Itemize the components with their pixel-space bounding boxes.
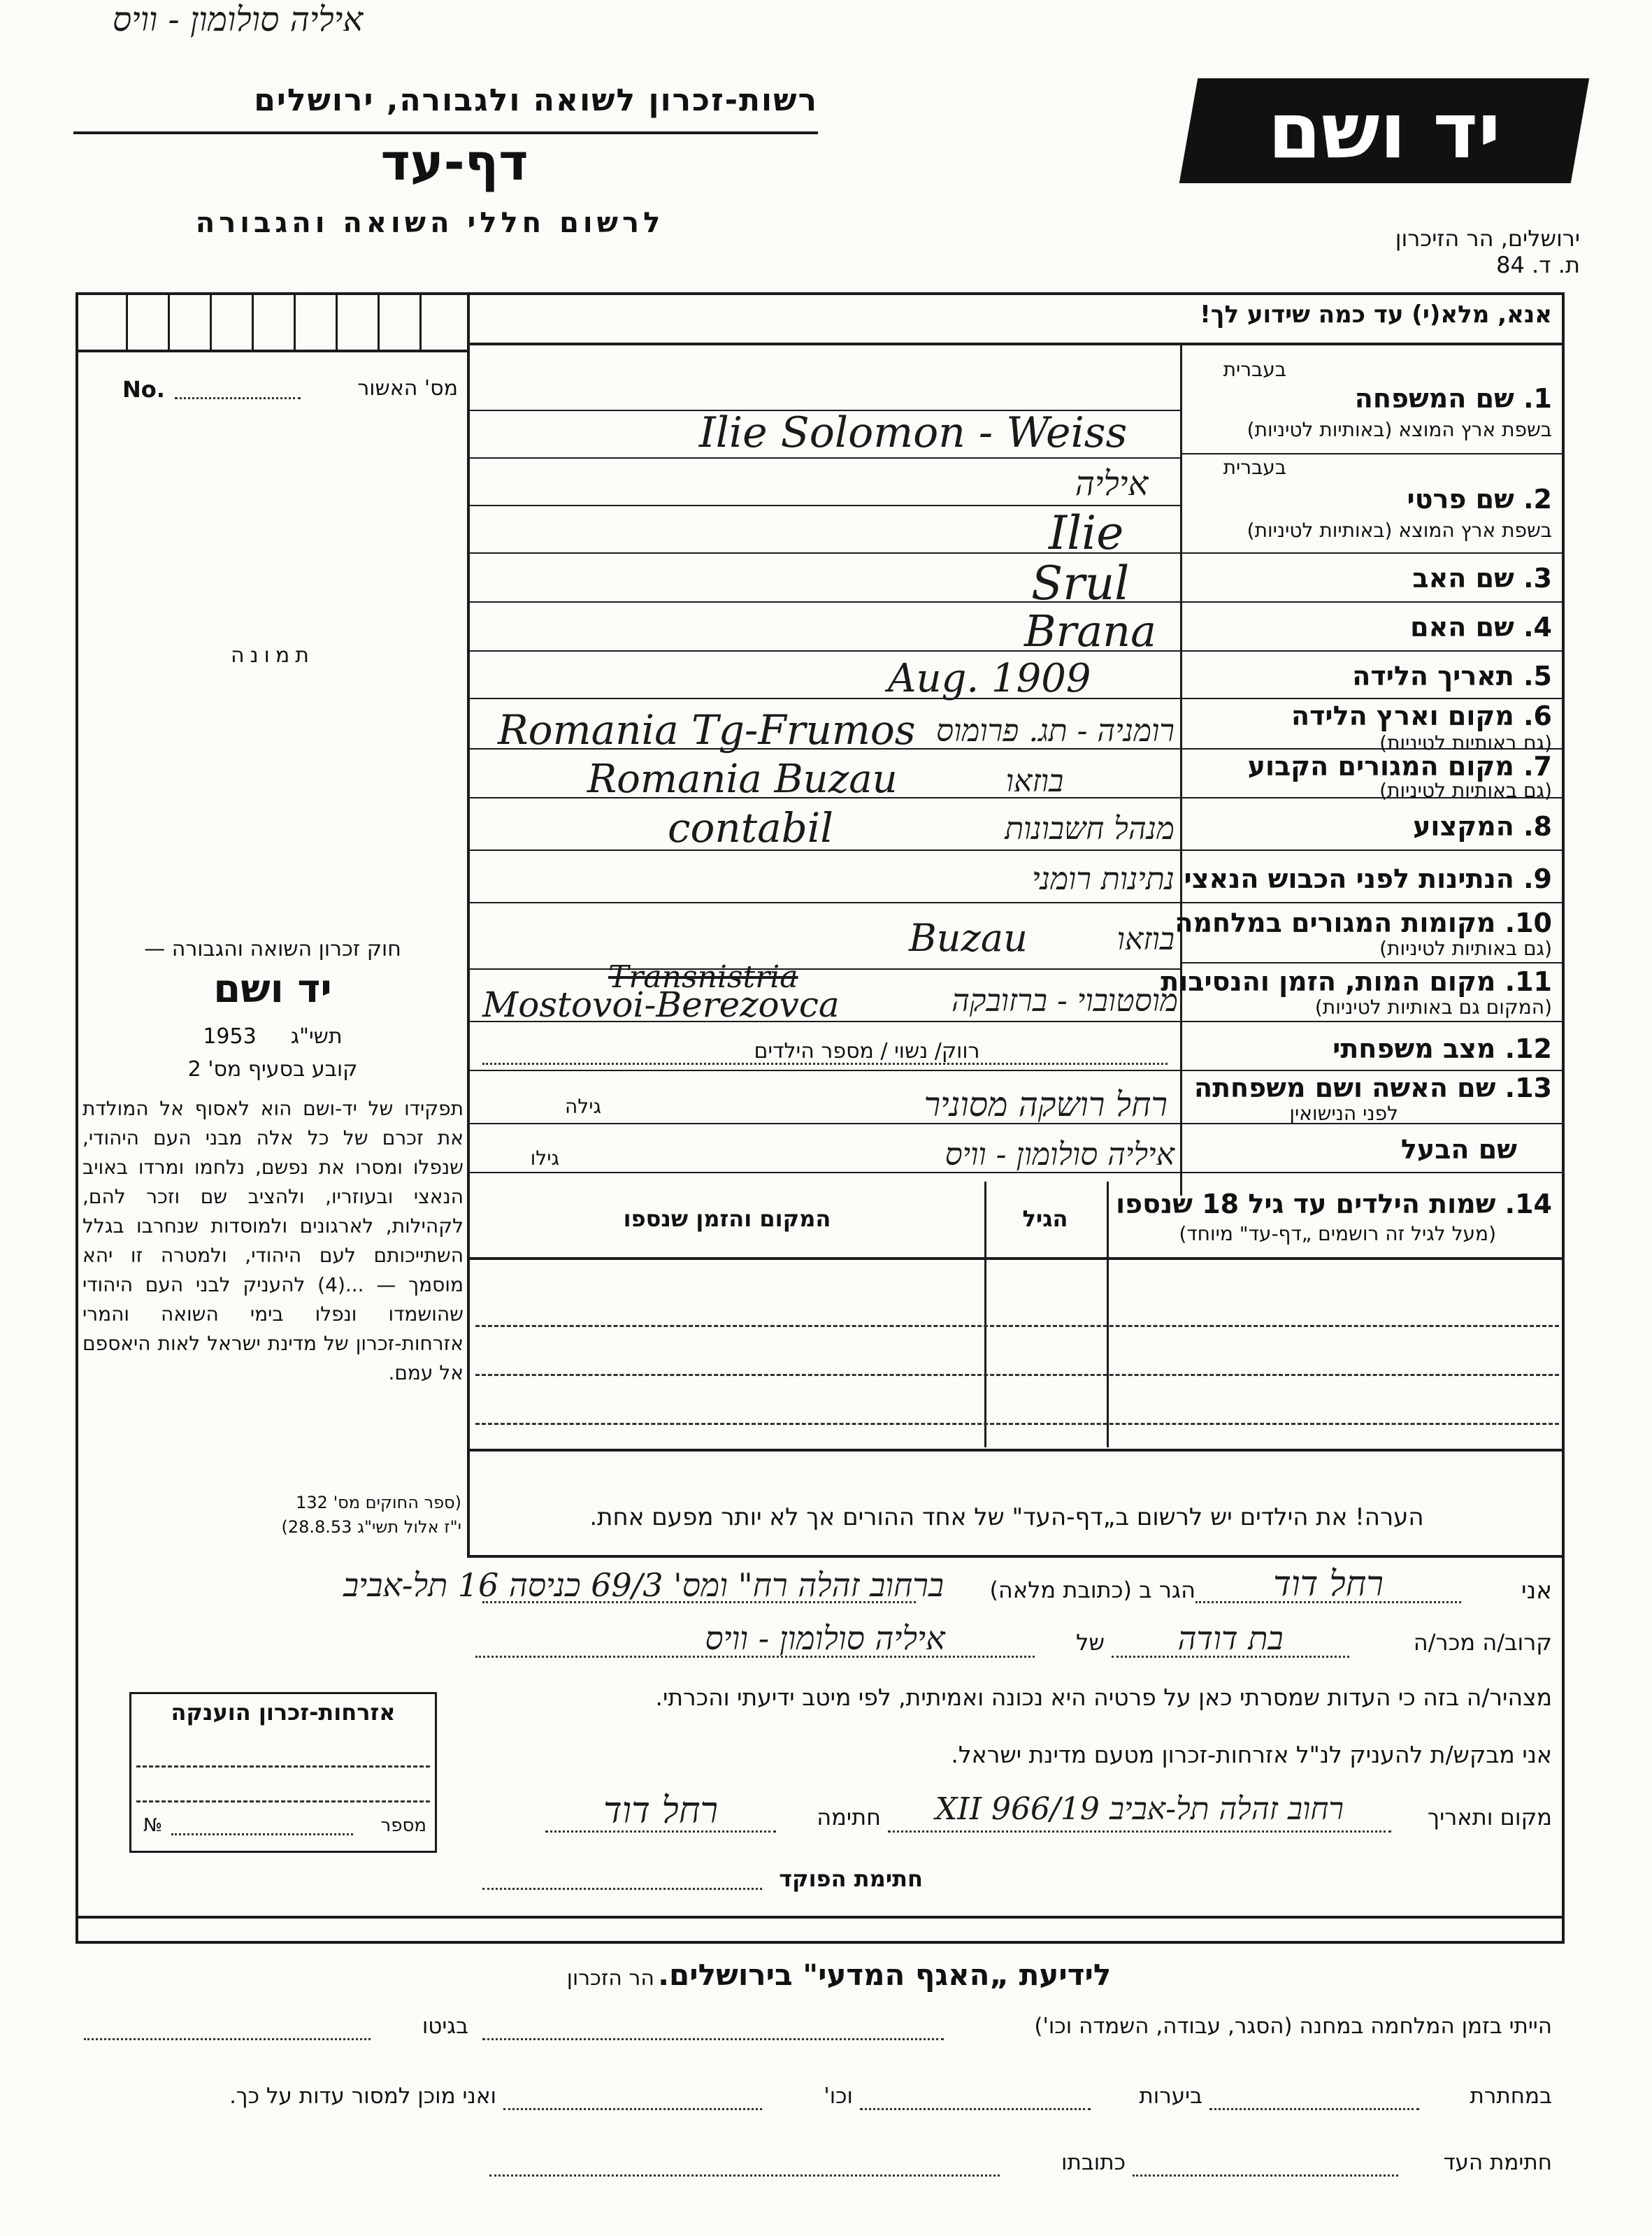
field-8-label — [1188, 811, 1552, 842]
field-11-label — [1161, 966, 1552, 997]
instruction-divider — [467, 343, 1565, 345]
place-date-label: מקום ותאריך — [1427, 1804, 1552, 1830]
approval-label: מס' האשור — [357, 376, 458, 401]
field-11-value-top[interactable]: Transnistria — [608, 959, 798, 995]
field-4-text: שם האם — [1410, 612, 1514, 643]
field-10-sublabel: (גם באותיות לטיניות) — [1379, 937, 1552, 960]
field-6-value-latin[interactable]: Romania Tg-Frumos — [498, 706, 916, 754]
witness-name-value[interactable]: רחל דוד — [1273, 1563, 1384, 1604]
field-7-sublabel: (גם באותיות לטיניות) — [1379, 779, 1552, 802]
label-line — [1181, 601, 1565, 603]
field-9-num: 9. — [1523, 863, 1552, 894]
field-9-label — [1184, 863, 1552, 894]
note-bottom-line — [468, 1555, 1565, 1558]
footer-line3-blank-b[interactable] — [489, 2174, 1000, 2177]
sidebar-cell — [419, 292, 422, 351]
field-11-num: 11. — [1504, 966, 1552, 997]
field-10-label — [1175, 908, 1552, 938]
children-note: הערה! את הילדים יש לרשום ב„דף-העד" של אחד ההורים אך לא יותר מפעם אחת. — [589, 1503, 1424, 1531]
statement: מצהיר/ה בזה כי העדות שמסרתי כאן על פרטיה היא נכונה ואמיתית, לפי מיטב ידיעתי והכרתי. — [655, 1684, 1552, 1711]
husband-label: שם הבעל — [1400, 1134, 1517, 1165]
label-line — [1181, 1070, 1565, 1071]
field-4-value[interactable]: Brana — [1024, 605, 1157, 657]
place-date-line[interactable] — [888, 1830, 1391, 1833]
row-line — [468, 902, 1180, 903]
children-table-bottom — [468, 1449, 1565, 1452]
field-13-value[interactable]: רחל רושקה מסוניר — [924, 1085, 1168, 1124]
residing-label: הגר ב (כתובת מלאה) — [989, 1577, 1195, 1603]
field-14-label — [1112, 1189, 1552, 1219]
field-3-value[interactable]: Srul — [1031, 557, 1130, 610]
witness-name-line[interactable] — [1195, 1601, 1461, 1603]
law-reference-1: (ספר החוקים מס' 132 — [296, 1493, 461, 1512]
law-title: חוק זכרון השואה והגבורה — — [144, 937, 401, 961]
label-line — [1181, 1021, 1565, 1022]
law-section: קובע בסעיף מס' 2 — [187, 1057, 358, 1082]
footer-separator — [76, 1916, 1565, 1919]
field-13-age-label: גילה — [564, 1095, 601, 1118]
law-reference-2: י"ז אלול תשי"ג 28.8.53) — [281, 1517, 461, 1537]
footer-line2-b: ביערות — [1139, 2084, 1202, 2109]
row-line — [468, 457, 1180, 459]
field-7-value-latin[interactable]: Romania Buzau — [587, 757, 898, 802]
instruction: אנא, מלא(י) עד כמה שידוע לך! — [1200, 301, 1552, 329]
request: אני מבקש/ת להעניק לנ"ל אזרחות-זכרון מטעם מדינת ישראל. — [951, 1741, 1552, 1768]
footer-line2-c: וכו' — [824, 2084, 853, 2109]
field-6-text: מקום וארץ הלידה — [1291, 701, 1514, 731]
field-4-label — [1188, 612, 1552, 643]
children-col-divider-2 — [1107, 1182, 1109, 1447]
field-11-sublabel: (המקום גם באותיות לטיניות) — [1314, 996, 1552, 1019]
field-1-value-latin[interactable]: Ilie Solomon - Weiss — [699, 408, 1128, 457]
form-subtitle: לרשום חללי השואה והגבורה — [195, 207, 665, 239]
field-10-num: 10. — [1504, 908, 1552, 938]
col-header-place-time: המקום והזמן שנספו — [623, 1205, 831, 1232]
sidebar-cell — [336, 292, 338, 351]
sidebar-cell — [294, 292, 296, 351]
field-2-value-latin[interactable]: Ilie — [1049, 506, 1124, 560]
footer-line1-text: הייתי בזמן המלחמה במחנה (הסגר, עבודה, השמדה וכו') — [1034, 2014, 1552, 2039]
law-body-text: תפקידו של יד-ושם הוא לאסוף אל המולדת את זכרם של כל אלה מבני העם היהודי, שנפלו ומסרו את נפשם, נלחמו ומרדו באויב הנאצי ובעוזריו, ולהציב שם וזכר להם, לקהילות, לארגונים ולמוסדות שנחרבו בגלל השתייכותם לעם היהודי, ולמטרה זו יהא מוסמך — ...(4) להעניק לבני העם היהודי שהושמדו ונפלו בימי השואה והמרי אזרחות-זכרון של מדינת ישראל לאות היאספם אל עמם. — [82, 1097, 464, 1384]
field-3-num: 3. — [1523, 563, 1552, 594]
citizenship-line[interactable] — [136, 1765, 430, 1768]
col-header-age: הגיל — [1022, 1205, 1068, 1232]
label-line — [1181, 453, 1565, 454]
field-5-num: 5. — [1523, 661, 1552, 691]
label-line — [1181, 962, 1565, 963]
field-11-value-latin[interactable]: Mostovoi-Berezovca — [482, 984, 840, 1025]
label-line — [1181, 650, 1565, 652]
no-label: No. — [122, 376, 165, 403]
form-title: דף-עד — [380, 133, 529, 192]
field-14-sublabel: (מעל לגיל זה רושמים „דף-עד" מיוחד) — [1179, 1222, 1496, 1245]
officer-signature-line[interactable] — [482, 1888, 762, 1890]
subject-value[interactable]: איליה סולומון - וויס — [705, 1619, 945, 1657]
footer-line1-blank-2[interactable] — [84, 2038, 371, 2040]
footer-line2-blank-c[interactable] — [503, 2108, 762, 2110]
address: ירושלים, הר הזיכרון — [1395, 225, 1580, 252]
citizenship-line[interactable] — [136, 1800, 430, 1803]
footer-title-small: הר הזכרון — [566, 1966, 654, 1991]
footer-line1-end: בגיטו — [422, 2014, 468, 2039]
field-14-text: שמות הילדים עד גיל 18 שנספו — [1116, 1189, 1496, 1219]
logo-text: יד ושם — [1267, 86, 1501, 175]
field-2-label — [1188, 484, 1552, 515]
relation-line[interactable] — [1112, 1656, 1349, 1658]
footer-line3-a: חתימת העד — [1443, 2150, 1552, 2175]
husband-age-label: גילו — [530, 1147, 559, 1170]
field-13-text: שם האשה ושם משפחתה — [1193, 1073, 1496, 1103]
field-6-num: 6. — [1523, 701, 1552, 731]
footer-line2-blank-b[interactable] — [860, 2108, 1091, 2110]
footer-line3-b: כתובתו — [1061, 2150, 1126, 2175]
field-1-label — [1188, 383, 1552, 414]
children-row-line[interactable] — [475, 1423, 1559, 1425]
field-13-num: 13. — [1504, 1073, 1552, 1103]
field-1-value-hebrew-first: איליה — [289, 0, 364, 39]
citizenship-no-label: № — [143, 1815, 163, 1836]
relation-value[interactable]: בת דודה — [1177, 1619, 1284, 1657]
value-label-divider — [1180, 343, 1182, 1196]
label-line — [1181, 552, 1565, 554]
field-8-value-hebrew[interactable]: מנהל חשבונות — [1005, 811, 1175, 847]
law-year — [84, 1024, 461, 1049]
field-8-value-latin[interactable]: contabil — [668, 804, 833, 852]
signature-label: חתימה — [817, 1804, 881, 1830]
signature-value[interactable]: רחל דוד — [603, 1790, 719, 1832]
law-name: יד ושם — [213, 966, 332, 1012]
field-13-sublabel: לפני הנישואין — [1289, 1102, 1398, 1125]
field-7-value-hebrew[interactable]: בוזאו — [1005, 764, 1064, 799]
children-row-line[interactable] — [475, 1325, 1559, 1327]
approval-number-line[interactable] — [175, 397, 301, 399]
law-year-gregorian: 1953 — [203, 1024, 257, 1049]
field-1-num: 1. — [1523, 383, 1552, 414]
field-2-text: שם פרטי — [1407, 484, 1514, 515]
sidebar-divider — [467, 292, 470, 1558]
field-12-text: מצב משפחתי — [1333, 1033, 1496, 1064]
field-9-value[interactable]: נתינות רומני — [1032, 861, 1175, 897]
field-2-hebrew-tag: בעברית — [1223, 456, 1286, 479]
field-14-num: 14. — [1504, 1189, 1552, 1219]
place-date-value[interactable]: רחוב זהלה תל-אביב 19/XII 966 — [935, 1791, 1344, 1827]
field-1-hebrew-tag: בעברית — [1223, 358, 1286, 381]
row-line — [468, 1070, 1180, 1071]
field-13-label — [1188, 1073, 1552, 1103]
field-4-num: 4. — [1523, 612, 1552, 643]
field-12-label — [1188, 1033, 1552, 1064]
children-header-line — [468, 1257, 1565, 1260]
subject-line[interactable] — [475, 1656, 1035, 1658]
field-2-sublabel: בשפת ארץ המוצא (באותיות לטיניות) — [1247, 519, 1552, 542]
sidebar-cell — [378, 292, 380, 351]
signature-line[interactable] — [545, 1830, 776, 1833]
field-5-label — [1188, 661, 1552, 691]
field-6-label — [1188, 701, 1552, 731]
address-value[interactable]: ברחוב זהלה רח" ומס' 69/3 כניסה 16 תל-אביב — [343, 1566, 944, 1604]
field-8-num: 8. — [1523, 811, 1552, 842]
citizenship-box-title: אזרחות-זכרון הוענקה — [171, 1699, 396, 1726]
field-3-label — [1188, 563, 1552, 594]
declaration-ani: אני — [1521, 1577, 1552, 1605]
field-7-text: מקום המגורים הקבוע — [1247, 751, 1514, 782]
address-line[interactable] — [482, 1601, 916, 1603]
footer-title — [489, 1958, 1188, 1992]
label-line — [1181, 850, 1565, 851]
footer-title-main: לידיעת „האגף המדעי" בירושלים. — [658, 1958, 1112, 1992]
field-7-label — [1188, 751, 1552, 782]
field-11-text: מקום המות, הזמן והנסיבות — [1161, 966, 1496, 997]
sidebar-cell — [168, 292, 170, 351]
sidebar-cells-bottom — [76, 350, 468, 352]
field-10-value-latin[interactable]: Buzau — [909, 916, 1028, 960]
field-1-sublabel: בשפת ארץ המוצא (באותיות לטיניות) — [1247, 418, 1552, 441]
yad-vashem-logo — [1179, 78, 1589, 183]
field-8-text: המקצוע — [1413, 811, 1514, 842]
po-box: ת. ד. 84 — [1496, 252, 1580, 278]
footer-line1-blank[interactable] — [482, 2038, 944, 2040]
field-2-num: 2. — [1523, 484, 1552, 515]
sidebar-cell — [252, 292, 254, 351]
photo-placeholder: תמונה — [231, 643, 315, 668]
footer-line2-end: ואני מוכן למסור עדות על כך. — [229, 2084, 496, 2109]
field-9-text: הנתינות לפני הכבוש הנאצי — [1184, 863, 1514, 894]
field-12-options[interactable]: רווק/ נשוי / מספר הילדים — [754, 1039, 980, 1063]
field-11-value-hebrew[interactable]: מוסטובוי - ברזובקה — [951, 983, 1178, 1019]
children-row-line[interactable] — [475, 1374, 1559, 1376]
field-2-value-hebrew[interactable]: איליה — [1075, 464, 1149, 503]
relative-label: קרוב/ה מכר/ה — [1413, 1629, 1552, 1656]
field-5-value[interactable]: Aug. 1909 — [888, 656, 1091, 701]
field-10-text: מקומות המגורים במלחמה — [1175, 908, 1496, 938]
field-10-value-hebrew[interactable]: בוזאו — [1116, 922, 1175, 957]
field-1-value-hebrew-rest: סולומון - וויס — [112, 0, 280, 39]
law-year-hebrew: תשי"ג — [290, 1024, 343, 1049]
field-3-text: שם האב — [1412, 563, 1514, 594]
footer-line3-blank-a[interactable] — [1133, 2174, 1398, 2177]
field-6-sublabel: (גם באותיות לטיניות) — [1379, 731, 1552, 754]
husband-value[interactable]: איליה סולומון - וויס — [944, 1137, 1175, 1173]
row-line — [468, 968, 1180, 970]
citizenship-number-line[interactable] — [171, 1833, 353, 1835]
field-1-value-hebrew[interactable] — [0, 0, 475, 39]
label-line — [1181, 698, 1565, 699]
footer-line2-blank-a[interactable] — [1209, 2108, 1419, 2110]
footer-line2-a: במחתרת — [1470, 2084, 1552, 2109]
officer-signature-label: חתימת הפוקד — [779, 1865, 923, 1892]
field-7-num: 7. — [1523, 751, 1552, 782]
label-line — [1181, 1172, 1565, 1173]
sidebar-cell — [210, 292, 212, 351]
sidebar-cell — [126, 292, 128, 351]
field-6-value-hebrew[interactable]: רומניה - תג. פרומוס — [935, 713, 1175, 749]
field-1-text: שם המשפחה — [1354, 383, 1514, 414]
field-12-line[interactable] — [482, 1063, 1168, 1065]
citizenship-number-label: מספר — [380, 1815, 426, 1836]
field-5-text: תאריך הלידה — [1352, 661, 1514, 691]
of-label: של — [1076, 1629, 1105, 1656]
label-line — [1181, 902, 1565, 903]
field-12-num: 12. — [1504, 1033, 1552, 1064]
institution-name: רשות-זכרון לשואה ולגבורה, ירושלים — [254, 83, 818, 118]
